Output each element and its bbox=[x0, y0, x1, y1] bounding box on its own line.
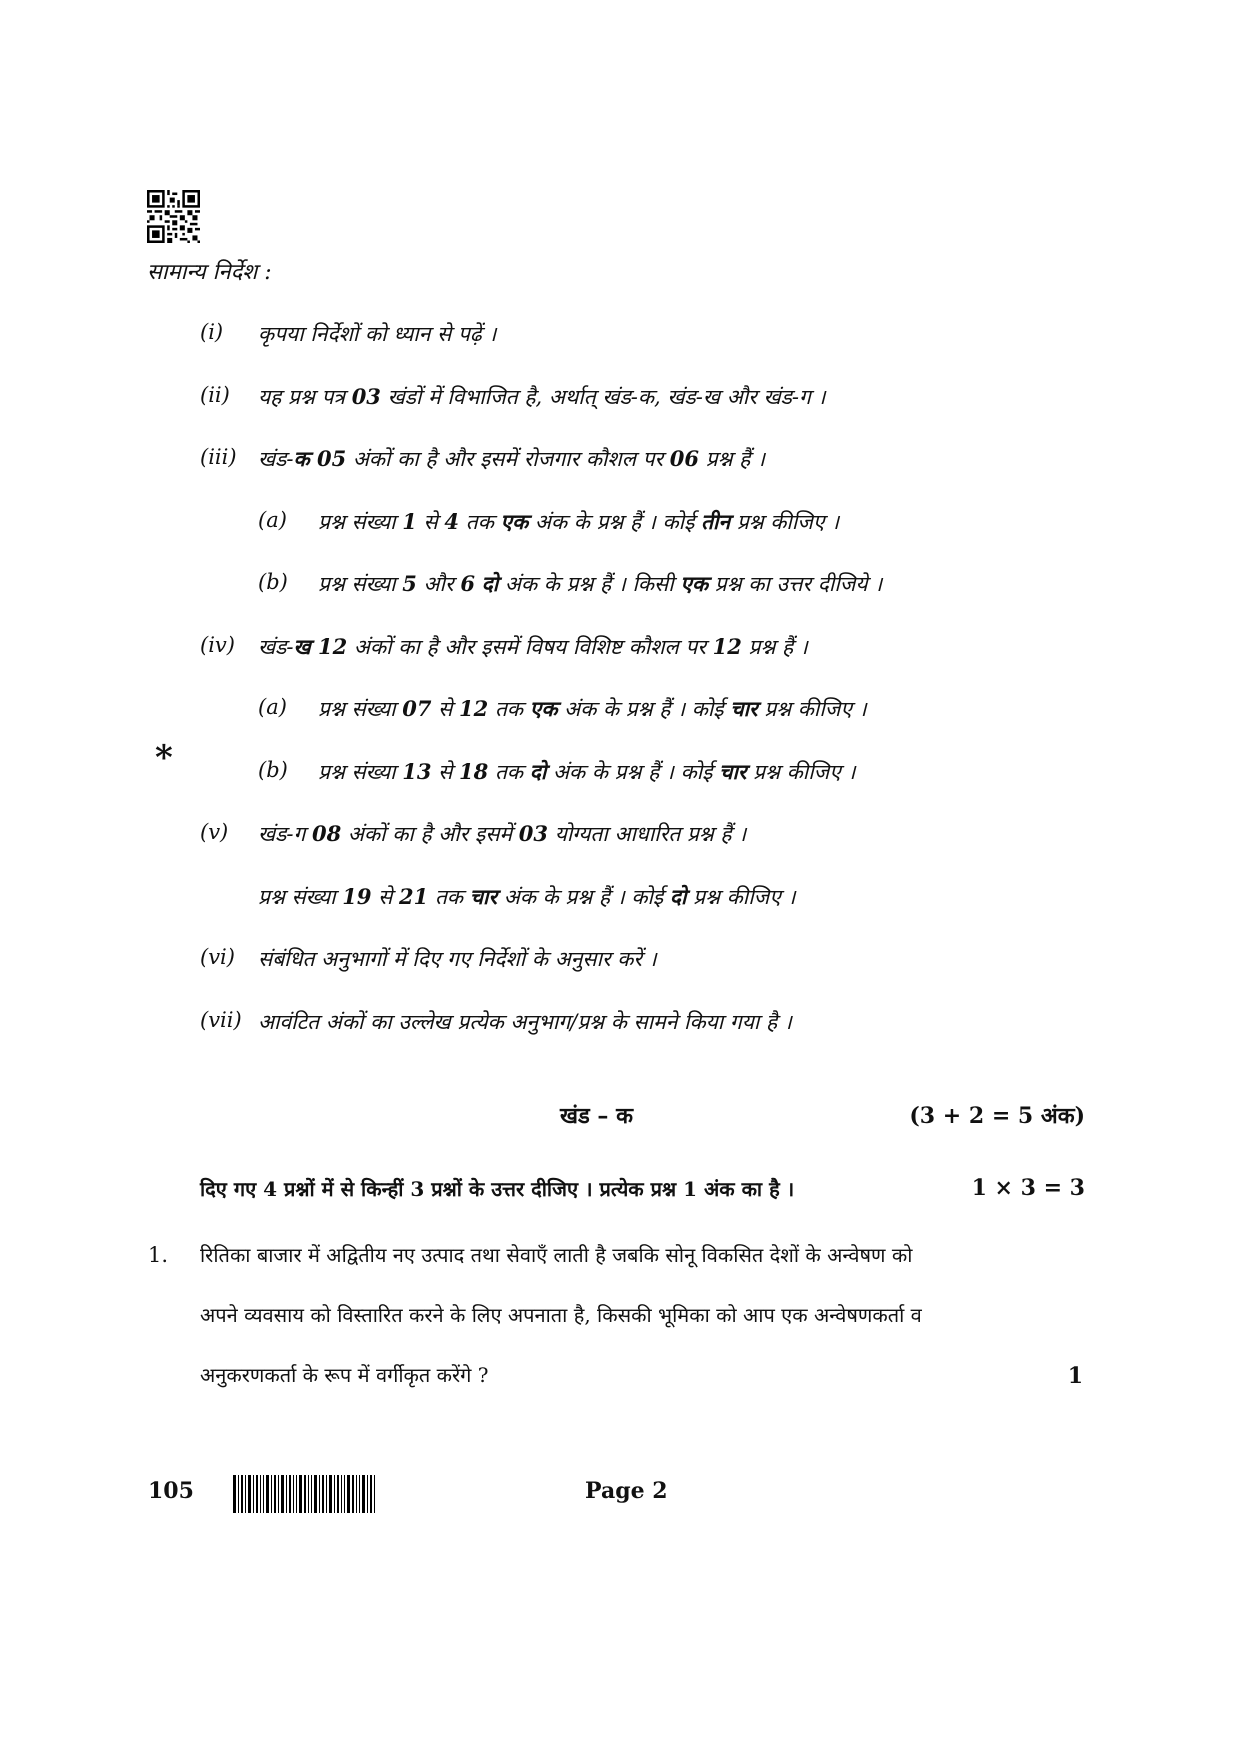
instruction-text: प्रश्न संख्या 1 से 4 तक एक अंक के प्रश्न हैं । कोई तीन प्रश्न कीजिए । bbox=[318, 509, 840, 534]
instruction-text: यह प्रश्न पत्र 03 खंडों में विभाजित है, अर्थात् खंड-क, खंड-ख और खंड-ग । bbox=[258, 384, 826, 409]
question-marks: 1 bbox=[1067, 1363, 1083, 1389]
section-instruction: दिए गए 4 प्रश्नों में से किन्हीं 3 प्रश्नों के उत्तर दीजिए । प्रत्येक प्रश्न 1 अंक का है । bbox=[200, 1177, 795, 1201]
instruction-num: (i) bbox=[200, 320, 224, 344]
instruction-text: खंड-ख 12 अंकों का है और इसमें विषय विशिष्ट कौशल पर 12 प्रश्न हैं । bbox=[258, 634, 808, 659]
instruction-text: संबंधित अनुभागों में दिए गए निर्देशों के अनुसार करें । bbox=[258, 947, 657, 971]
instruction-text: कृपया निर्देशों को ध्यान से पढ़ें । bbox=[258, 322, 497, 346]
question-text-line: अपने व्यवसाय को विस्तारित करने के लिए अपनाता है, किसकी भूमिका को आप एक अन्वेषणकर्ता व bbox=[200, 1303, 922, 1327]
instruction-text: प्रश्न संख्या 07 से 12 तक एक अंक के प्रश्न हैं । कोई चार प्रश्न कीजिए । bbox=[318, 696, 867, 721]
instruction-text: खंड-क 05 अंकों का है और इसमें रोजगार कौशल पर 06 प्रश्न हैं । bbox=[258, 446, 765, 471]
page-number: Page 2 bbox=[585, 1478, 668, 1504]
section-marks: (3 + 2 = 5 अंक) bbox=[909, 1103, 1085, 1129]
instruction-num: (a) bbox=[258, 508, 287, 532]
instruction-num: (ii) bbox=[200, 383, 230, 407]
instruction-text: प्रश्न संख्या 5 और 6 दो अंक के प्रश्न हैं । किसी एक प्रश्न का उत्तर दीजिये । bbox=[318, 571, 883, 596]
question-text-line: रितिका बाजार में अद्वितीय नए उत्पाद तथा सेवाएँ लाती है जबकि सोनू विकसित देशों के अन्वेषण को bbox=[200, 1243, 913, 1267]
instruction-num: (a) bbox=[258, 695, 287, 719]
star-mark: * bbox=[155, 738, 173, 778]
qr-code bbox=[147, 190, 200, 243]
paper-code: 105 bbox=[148, 1478, 194, 1504]
section-instruction-marks: 1 × 3 = 3 bbox=[971, 1175, 1085, 1201]
instruction-num: (b) bbox=[258, 570, 288, 594]
instruction-num: (vii) bbox=[200, 1008, 242, 1032]
instruction-text: प्रश्न संख्या 19 से 21 तक चार अंक के प्रश्न हैं । कोई दो प्रश्न कीजिए । bbox=[258, 884, 796, 909]
instruction-text: खंड-ग 08 अंकों का है और इसमें 03 योग्यता आधारित प्रश्न हैं । bbox=[258, 821, 747, 846]
instruction-num: (vi) bbox=[200, 945, 235, 969]
instructions-heading: सामान्य निर्देश : bbox=[147, 260, 272, 285]
barcode bbox=[233, 1475, 375, 1513]
instruction-text: प्रश्न संख्या 13 से 18 तक दो अंक के प्रश्न हैं । कोई चार प्रश्न कीजिए । bbox=[318, 759, 856, 784]
section-title: खंड – क bbox=[560, 1103, 633, 1129]
instruction-num: (v) bbox=[200, 820, 229, 844]
instruction-text: आवंटित अंकों का उल्लेख प्रत्येक अनुभाग/प्रश्न के सामने किया गया है । bbox=[258, 1010, 792, 1034]
question-text-line: अनुकरणकर्ता के रूप में वर्गीकृत करेंगे ? bbox=[200, 1363, 489, 1387]
instruction-num: (b) bbox=[258, 758, 288, 782]
instruction-num: (iii) bbox=[200, 445, 237, 469]
instruction-num: (iv) bbox=[200, 633, 235, 657]
question-number: 1. bbox=[148, 1243, 169, 1267]
